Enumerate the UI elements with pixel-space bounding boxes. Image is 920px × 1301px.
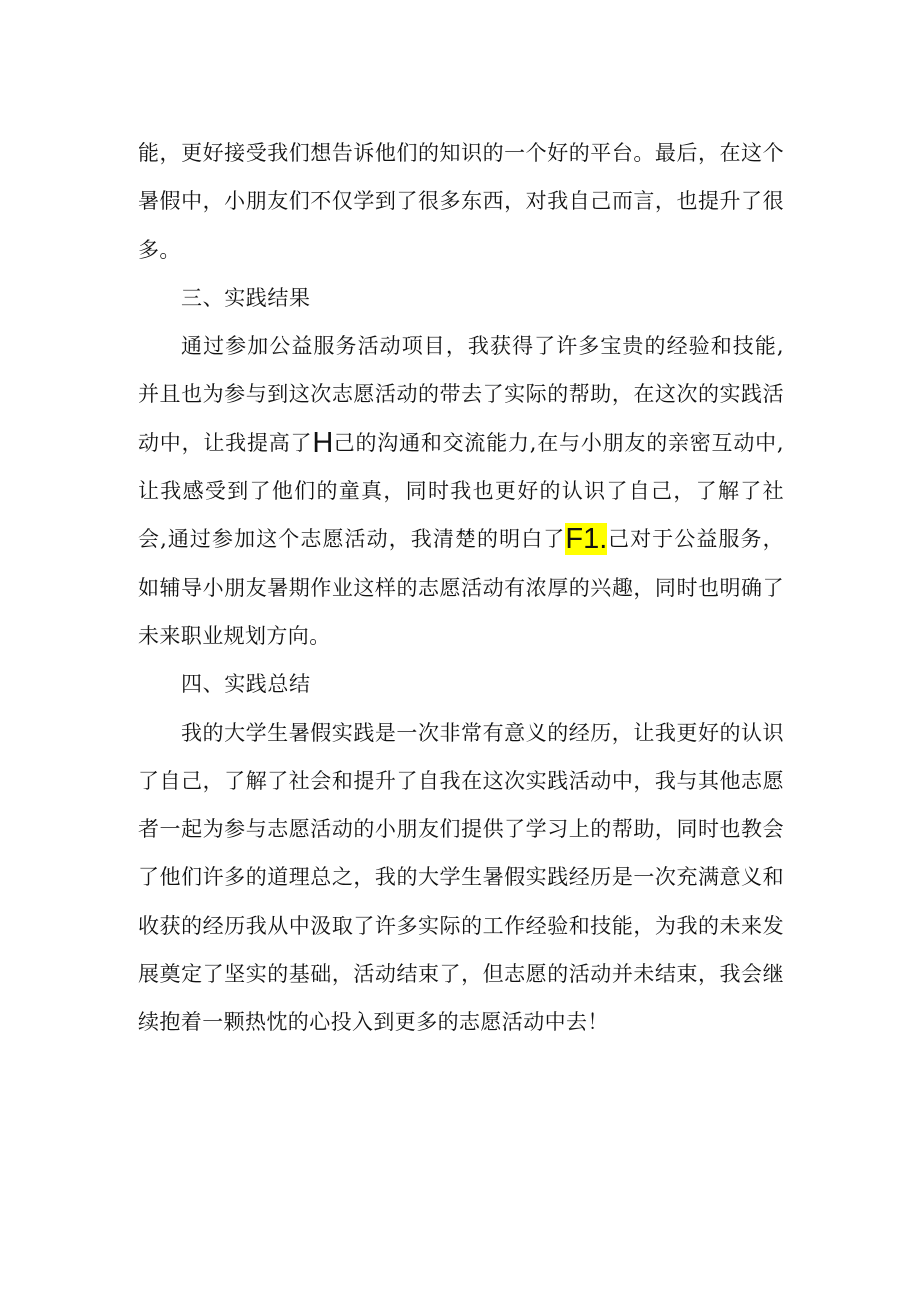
highlighted-ocr-glyph-f1: F1. [565, 523, 608, 556]
section-3-text-part-3: 己对于公益服务，如辅导小朋友暑期作业这样的志愿活动有浓厚的兴趣，同时也明确了未来职业规划方向。 [138, 527, 784, 648]
section-3-text-part-2: 己的沟通和交流能力,在与小朋友的亲密互动中,让我感受到了他们的童真，同时我也更好的认识了自己，了解了社会,通过参加这个志愿活动，我清楚的明白了 [138, 430, 785, 552]
section-4-heading: 四、实践总结 [181, 672, 311, 697]
intro-paragraph: 能，更好接受我们想告诉他们的知识的一个好的平台。最后，在这个暑假中，小朋友们不仅学到了很多东西，对我自己而言，也提升了很多。 [138, 141, 784, 262]
ocr-glyph-h: H [312, 426, 334, 459]
section-4-paragraph: 我的大学生暑假实践是一次非常有意义的经历，让我更好的认识了自己，了解了社会和提升了自我在这次实践活动中，我与其他志愿者一起为参与志愿活动的小朋友们提供了学习上的帮助，同时也教会了他们许多的道理总之，我的大学生暑假实践经历是一次充满意义和收获的经历我从中汲取了许多实际的工作经验和技能，为我的未来发展奠定了坚实的基础，活动结束了，但志愿的活动并未结束，我会继续抱着一颗热忱的心投入到更多的志愿活动中去！ [138, 720, 784, 1035]
section-3-text-part-1: 通过参加公益服务活动项目，我获得了许多宝贵的经验和技能,并且也为参与到这次志愿活动的带去了实际的帮助，在这次的实践活动中，让我提高了 [138, 334, 784, 455]
section-3-paragraph [138, 322, 784, 660]
section-3-heading: 三、实践结果 [181, 285, 311, 310]
document-body [138, 129, 784, 1047]
